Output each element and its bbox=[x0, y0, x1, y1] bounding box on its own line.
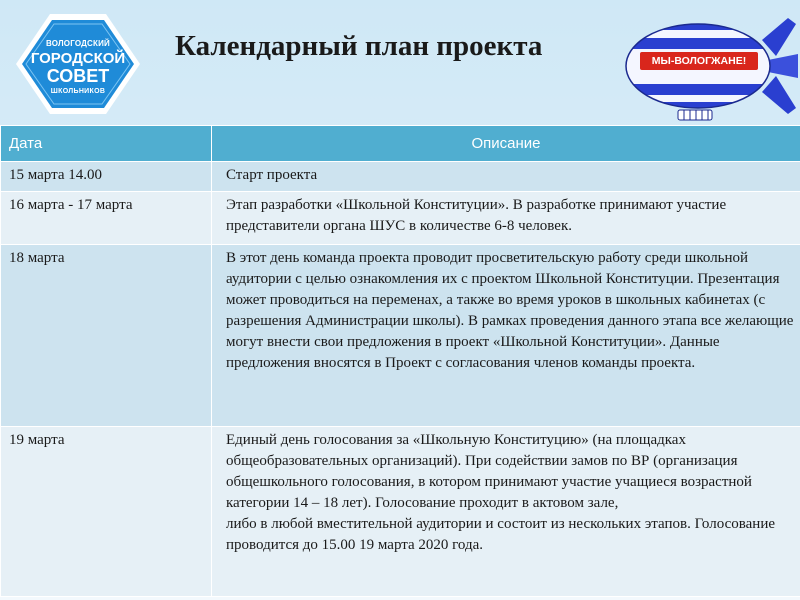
row-description: Единый день голосования за «Школьную Конституцию» (на площадках общеобразовательных организаций). При содействии замов по ВР (организация общешкольного голосования, в котором принимают участие учащиеся возрастной категории 14 – 18 лет). Голосование проходит в актовом зале, либо в любой вместительной аудитории и состоит из нескольких этапов. Голосование проводится до 15.00 19 марта 2020 года. bbox=[212, 427, 800, 597]
logo-line-3: СОВЕТ bbox=[46, 66, 110, 86]
table-row bbox=[1, 192, 800, 245]
row-date: 18 марта bbox=[1, 245, 212, 427]
logo-line-4: ШКОЛЬНИКОВ bbox=[50, 88, 106, 95]
table-header-row bbox=[1, 126, 800, 162]
table-row bbox=[1, 162, 800, 192]
row-date: 15 марта 14.00 bbox=[1, 162, 212, 192]
airship-banner-text: МЫ-ВОЛОГЖАНЕ! bbox=[651, 55, 747, 67]
table-row bbox=[1, 245, 800, 427]
column-header-description: Описание bbox=[212, 126, 800, 162]
page-title: Календарный план проекта bbox=[175, 30, 543, 62]
row-date: 16 марта - 17 марта bbox=[1, 192, 212, 245]
row-description: В этот день команда проекта проводит просветительскую работу среди школьной аудитории с целью ознакомления их с проектом Школьной Конституции. Презентация может проводиться на переменах, а также во время уроков в школьных кабинетах (с разрешения Администрации школы). В рамках проведения данного этапа все желающие могут внести свои предложения в проект «Школьной Конституции». Данные предложения вносятся в Проект с согласования членов команды проекта. bbox=[212, 245, 800, 427]
row-description: Старт проекта bbox=[212, 162, 800, 192]
logo-line-2: ГОРОДСКОЙ bbox=[30, 50, 126, 67]
logo-text bbox=[14, 40, 142, 95]
slide-header bbox=[0, 0, 800, 125]
row-description: Этап разработки «Школьной Конституции». В разработке принимают участие представители органа ШУС в количестве 6-8 человек. bbox=[212, 192, 800, 245]
table-row bbox=[1, 427, 800, 597]
row-date: 19 марта bbox=[1, 427, 212, 597]
column-header-date: Дата bbox=[1, 126, 212, 162]
project-calendar-table bbox=[0, 125, 800, 597]
logo-line-1: ВОЛОГОДСКИЙ bbox=[45, 39, 111, 48]
